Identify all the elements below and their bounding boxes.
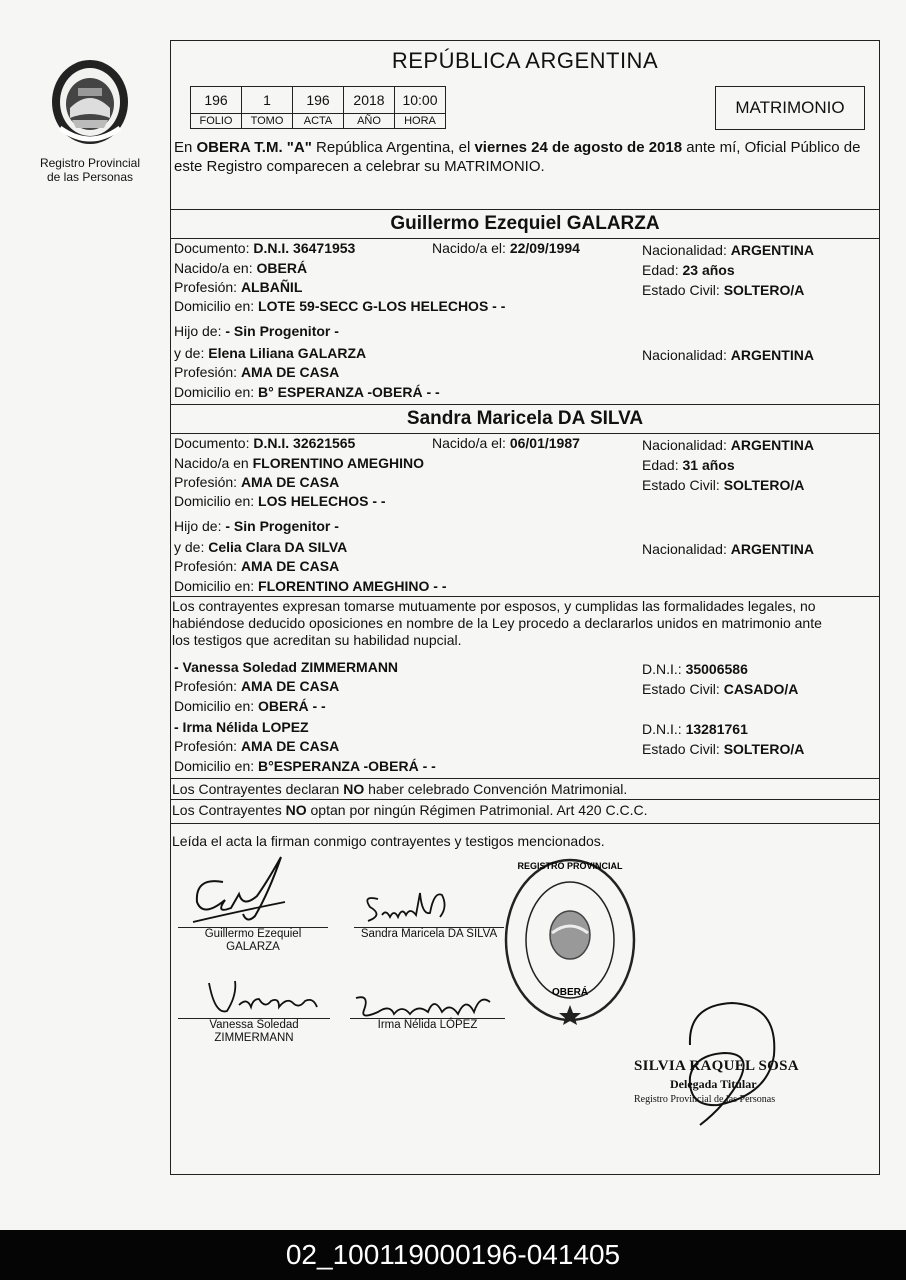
witness2-civil-status: Estado Civil: SOLTERO/A (642, 741, 805, 757)
spouse2-mother: y de: Celia Clara DA SILVA (174, 539, 348, 555)
folio-value: 196 (191, 87, 242, 114)
witness2-profession: Profesión: AMA DE CASA (174, 738, 340, 754)
witness2-address: Domicilio en: B°ESPERANZA -OBERÁ - - (174, 758, 436, 774)
spouse2-profession: Profesión: AMA DE CASA (174, 474, 340, 490)
logo-caption: Registro Provincial de las Personas (39, 156, 141, 184)
witness1-address: Domicilio en: OBERÁ - - (174, 698, 326, 714)
witness1-civil-status: Estado Civil: CASADO/A (642, 681, 799, 697)
act-type-box: MATRIMONIO (715, 86, 865, 130)
spouse1-mother-nationality: Nacionalidad: ARGENTINA (642, 347, 814, 363)
signature-caption-spouse2: Sandra Maricela DA SILVA (360, 928, 498, 940)
spouse2-mother-address: Domicilio en: FLORENTINO AMEGHINO - - (174, 578, 447, 594)
divider (170, 823, 880, 824)
registry-table (190, 86, 446, 129)
spouse1-mother-profession: Profesión: AMA DE CASA (174, 364, 340, 380)
witness1-dni: D.N.I.: 35006586 (642, 661, 748, 677)
spouse1-mother-address: Domicilio en: B° ESPERANZA -OBERÁ - - (174, 384, 440, 400)
spouse1-document: Documento: D.N.I. 36471953 (174, 240, 356, 256)
spouse2-birthdate: Nacido/a el: 06/01/1987 (432, 435, 580, 451)
closing-statement: Leída el acta la firman conmigo contrayentes y testigos mencionados. (172, 833, 605, 849)
official-organization: Registro Provincial de las Personas (634, 1094, 776, 1105)
svg-text:OBERÁ: OBERÁ (551, 987, 589, 998)
tomo-label: TOMO (242, 114, 293, 129)
spouse1-nationality: Nacionalidad: ARGENTINA (642, 242, 814, 258)
spouse2-birthplace: Nacido/a en FLORENTINO AMEGHINO (174, 455, 424, 471)
hora-label: HORA (395, 114, 446, 129)
document-code: 02_100119000196-041405 (0, 1230, 906, 1280)
official-name: SILVIA RAQUEL SOSA (634, 1058, 799, 1074)
folio-label: FOLIO (191, 114, 242, 129)
acta-label: ACTA (293, 114, 344, 129)
witness1-name: - Vanessa Soledad ZIMMERMANN (174, 659, 399, 675)
spouse1-name: Guillermo Ezequiel GALARZA (390, 213, 660, 234)
provincia-misiones-emblem-icon (48, 58, 132, 148)
spouse2-document: Documento: D.N.I. 32621565 (174, 435, 356, 451)
divider (170, 596, 880, 597)
convention-statement: Los Contrayentes declaran NO haber celebrado Convención Matrimonial. (172, 781, 628, 797)
signature-vanessa-icon (195, 975, 330, 1020)
spouse2-name: Sandra Maricela DA SILVA (406, 408, 644, 429)
acta-value: 196 (293, 87, 344, 114)
spouse2-civil-status: Estado Civil: SOLTERO/A (642, 477, 805, 493)
divider (170, 404, 880, 405)
signature-caption-witness2: Irma Nélida LÓPEZ (377, 1019, 478, 1031)
divider (170, 799, 880, 800)
spouse1-birthplace: Nacido/a en: OBERÁ (174, 260, 308, 276)
hora-value: 10:00 (395, 87, 446, 114)
official-seal-icon (500, 855, 640, 1025)
signature-caption-spouse1: Guillermo Ezequiel GALARZA (204, 928, 302, 953)
signature-sandra-icon (356, 885, 466, 930)
anio-value: 2018 (344, 87, 395, 114)
witness1-profession: Profesión: AMA DE CASA (174, 678, 340, 694)
document-title: REPÚBLICA ARGENTINA (391, 48, 659, 73)
spouse2-age: Edad: 31 años (642, 457, 735, 473)
spouse1-birthdate: Nacido/a el: 22/09/1994 (432, 240, 580, 256)
witness2-dni: D.N.I.: 13281761 (642, 721, 748, 737)
official-role: Delegada Titular (670, 1077, 757, 1091)
spouse2-nationality: Nacionalidad: ARGENTINA (642, 437, 814, 453)
spouse2-mother-profession: Profesión: AMA DE CASA (174, 558, 340, 574)
anio-label: AÑO (344, 114, 395, 129)
spouse1-age: Edad: 23 años (642, 262, 735, 278)
intro-paragraph: En OBERA T.M. "A" República Argentina, el viernes 24 de agosto de 2018 ante mí, Oficial Público de este Registro comparecen a celebrar su MATRIMONIO. (174, 139, 861, 175)
spouse2-address: Domicilio en: LOS HELECHOS - - (174, 493, 386, 509)
svg-text:REGISTRO PROVINCIAL: REGISTRO PROVINCIAL (517, 861, 623, 871)
spouse1-address: Domicilio en: LOTE 59-SECC G-LOS HELECHOS - - (174, 298, 506, 314)
divider (170, 778, 880, 779)
signature-guillermo-icon (185, 852, 295, 927)
spouse1-mother: y de: Elena Liliana GALARZA (174, 345, 367, 361)
signature-caption-witness1: Vanessa Soledad ZIMMERMANN (209, 1019, 299, 1044)
spouse1-civil-status: Estado Civil: SOLTERO/A (642, 282, 805, 298)
patrimonial-regime-statement: Los Contrayentes NO optan por ningún Régimen Patrimonial. Art 420 C.C.C. (172, 802, 648, 818)
spouse1-father: Hijo de: - Sin Progenitor - (174, 323, 339, 339)
spouse2-father: Hijo de: - Sin Progenitor - (174, 518, 339, 534)
spouse1-profession: Profesión: ALBAÑIL (174, 279, 303, 295)
witness2-name: - Irma Nélida LOPEZ (174, 719, 309, 735)
official-block (634, 1058, 799, 1105)
tomo-value: 1 (242, 87, 293, 114)
declaration-paragraph: Los contrayentes expresan tomarse mutuamente por esposos, y cumplidas las formalidades legales, no habiéndose deducido oposiciones en nombre de la Ley procedo a declararlos unidos en matrimonio ante los testigos que acreditan su habilidad nupcial. (172, 598, 822, 648)
spouse2-mother-nationality: Nacionalidad: ARGENTINA (642, 541, 814, 557)
divider (170, 209, 880, 210)
